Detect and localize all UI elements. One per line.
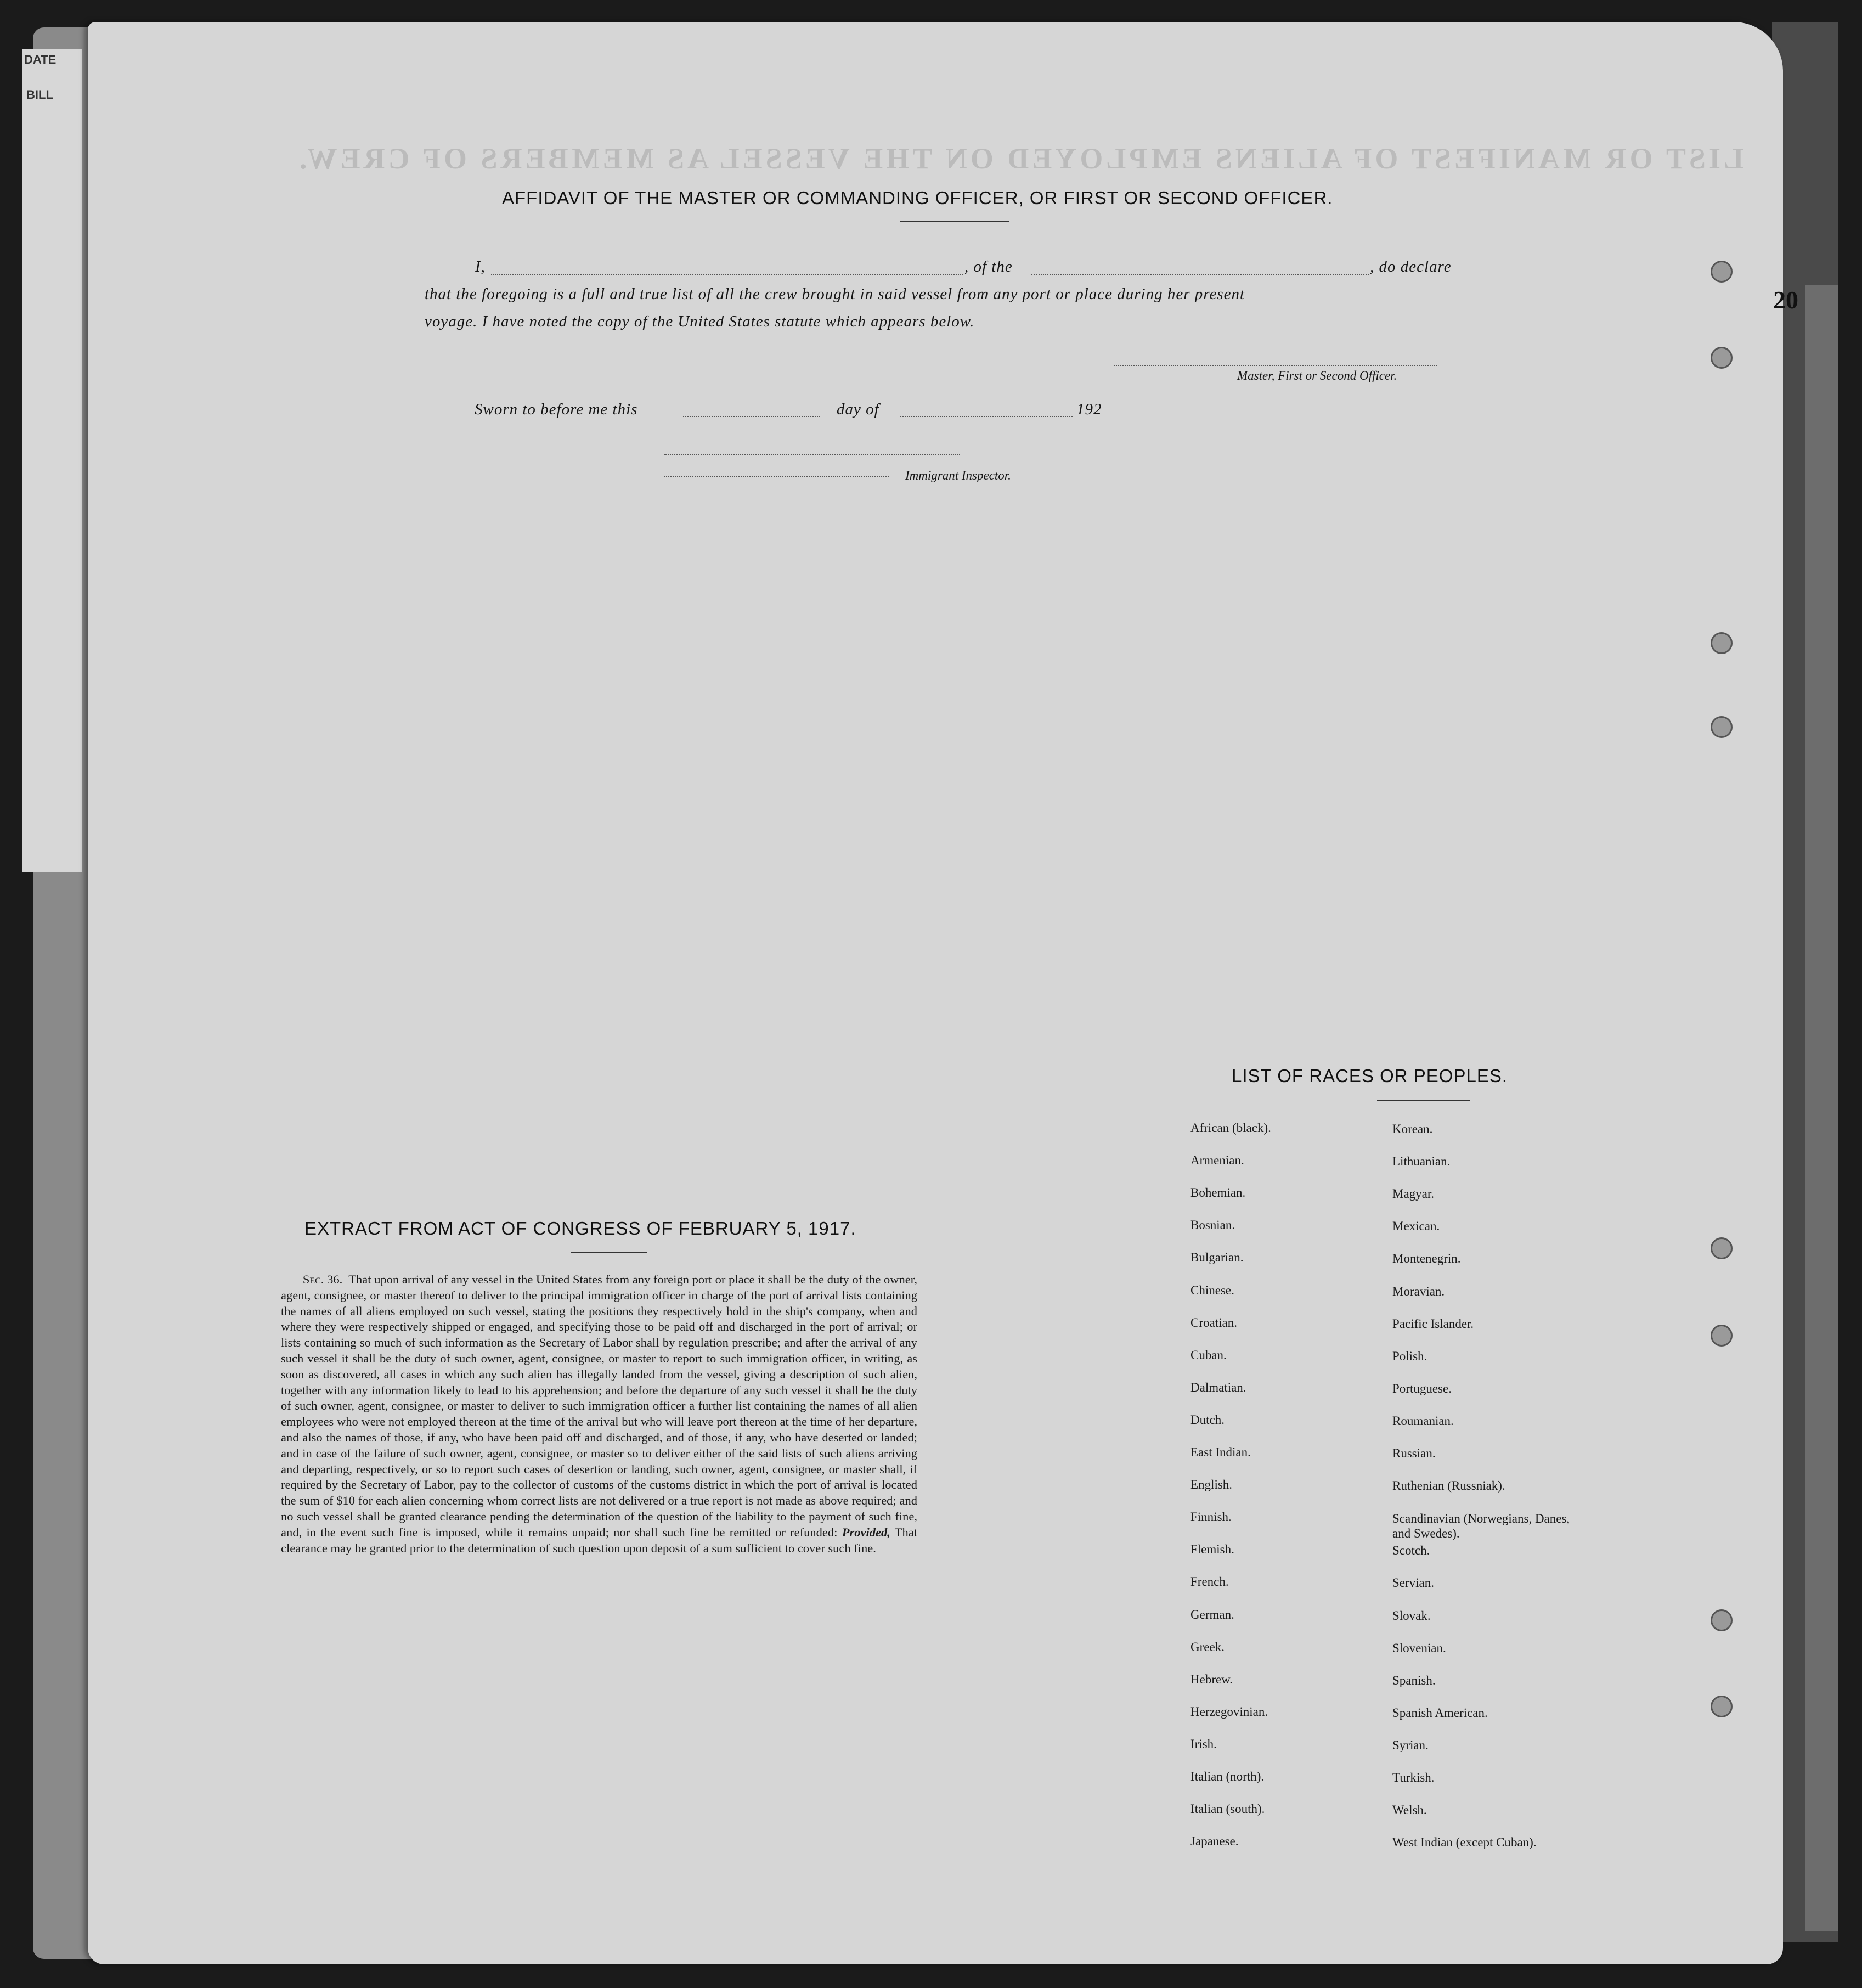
race-left-item: African (black). (1190, 1121, 1271, 1135)
vessel-name-line[interactable] (1031, 274, 1369, 275)
master-caption: Master, First or Second Officer. (1237, 369, 1397, 382)
race-right-item: Scandinavian (Norwegians, Danes, and Swedes). (1392, 1512, 1570, 1541)
race-right-item: Spanish American. (1392, 1705, 1488, 1720)
punch-hole (1711, 1237, 1733, 1259)
left-card (22, 49, 82, 872)
sworn-text: Sworn to before me this (475, 401, 638, 418)
race-left-item: East Indian. (1190, 1445, 1251, 1459)
inspector-line[interactable] (664, 476, 889, 477)
punch-hole (1711, 632, 1733, 654)
race-right-item: Lithuanian. (1392, 1154, 1451, 1169)
extract-heading: EXTRACT FROM ACT OF CONGRESS OF FEBRUARY 5, 1917. (304, 1218, 856, 1238)
punch-hole (1711, 1325, 1733, 1347)
statute-body-1: That upon arrival of any vessel in the United States from any foreign port or place it shall be the duty of the owner, agent, consignee, or master thereof to deliver to the principal immigration officer in charge of the port of arrival lists containing the names of all aliens employed on such vessel, stating the positions they respectively hold in the ship's company, when and where they were respectively shipped or engaged, and specifying those to be paid off and discharged in the port of arrival; or lists containing so much of such information as the Secretary of Labor shall by regulation prescribe; and after the arrival of any such vessel it shall be the duty of such owner, agent, consignee, or master to report to such immigration officer, in writing, as soon as discovered, all cases in which any such alien has illegally landed from the vessel, giving a description of such alien, together with any information likely to lead to his apprehension; and before the departure of any such vessel it shall be the duty of such owner, agent, consignee, or master to deliver to such immigration officer a further list containing the names of all alien employees who were not employed thereon at the time of the arrival but who will leave port thereon at the time of her departure, and also the names of those, if any, who have been paid off and discharged, and of those, if any, who have deserted or landed; and in case of the failure of such owner, agent, consignee, or master so to deliver either of the said lists of such aliens arriving and departing, respectively, or so to report such cases of desertion or landing, such owner, agent, consignee, or master shall, if required by the Secretary of Labor, pay to the collector of customs of the customs district in which the port of arrival is located the sum of $10 for each alien concerning whom correct lists are not delivered or a true report is not made as above required; and no such vessel shall be granted clearance pending the determination of the question of the liability to the payment of such fine, and, in the event such fine is imposed, while it remains unpaid; nor shall such fine be remitted or refunded: (281, 1272, 918, 1539)
sworn-day-line[interactable] (683, 416, 820, 417)
race-right-item: Roumanian. (1392, 1413, 1454, 1428)
inspector-caption: Immigrant Inspector. (905, 469, 1011, 482)
race-left-item: Flemish. (1190, 1542, 1234, 1557)
statute-body-2: That clearance may be granted prior to the determination of such question upon deposit of a sum sufficient to cover such fine. (281, 1525, 918, 1555)
race-left-item: French. (1190, 1575, 1229, 1589)
left-label-bill: BILL (26, 88, 53, 102)
race-right-item: Magyar. (1392, 1187, 1435, 1201)
right-strip (1805, 285, 1838, 1931)
page-number: 20 (1773, 286, 1798, 314)
master-name-line[interactable] (491, 274, 963, 275)
race-left-item: Dalmatian. (1190, 1380, 1246, 1394)
punch-hole (1711, 1696, 1733, 1717)
affidavit-declare: , do declare (1370, 258, 1452, 275)
race-left-item: Greek. (1190, 1640, 1225, 1654)
race-left-item: Finnish. (1190, 1510, 1232, 1524)
year-text: 192 (1076, 401, 1102, 418)
race-left-item: Chinese. (1190, 1283, 1234, 1297)
left-label-date: DATE (24, 53, 57, 66)
race-right-item: Ruthenian (Russniak). (1392, 1479, 1505, 1493)
statute-text (281, 1272, 917, 1556)
race-left-item: Japanese. (1190, 1834, 1239, 1849)
punch-hole (1711, 347, 1733, 369)
race-right-item: Mexican. (1392, 1219, 1440, 1234)
bleed-through-title: LIST OR MANIFEST OF ALIENS EMPLOYED ON THE VESSEL AS MEMBERS OF CREW. (296, 142, 1744, 175)
race-left-item: Hebrew. (1190, 1672, 1233, 1686)
race-left-item: German. (1190, 1607, 1234, 1621)
affidavit-rule (900, 221, 1009, 222)
race-right-item: Spanish. (1392, 1673, 1436, 1687)
race-left-item: Cuban. (1190, 1348, 1227, 1362)
affidavit-heading: AFFIDAVIT OF THE MASTER OR COMMANDING OFFICER, OR FIRST OR SECOND OFFICER. (502, 188, 1333, 208)
race-right-item: Syrian. (1392, 1738, 1429, 1752)
race-left-item: Croatian. (1190, 1315, 1237, 1330)
affidavit-i: I, (475, 258, 486, 275)
race-right-item: Servian. (1392, 1576, 1435, 1590)
master-signature-line[interactable] (1114, 365, 1437, 366)
race-left-item: Dutch. (1190, 1412, 1225, 1427)
race-left-item: Bulgarian. (1190, 1251, 1244, 1265)
races-rule (1377, 1100, 1470, 1101)
race-right-item: Slovak. (1392, 1608, 1431, 1623)
race-right-item: Welsh. (1392, 1803, 1427, 1817)
affidavit-line-2: that the foregoing is a full and true list of all the crew brought in said vessel from any port or place during her present (425, 285, 1245, 303)
race-right-item: Polish. (1392, 1349, 1427, 1363)
extract-rule (571, 1252, 647, 1253)
punch-hole (1711, 1609, 1733, 1631)
punch-hole (1711, 261, 1733, 283)
race-left-item: Bohemian. (1190, 1186, 1246, 1200)
section-label: Sec. 36. (302, 1272, 343, 1286)
races-heading: LIST OF RACES OR PEOPLES. (1232, 1066, 1508, 1086)
race-left-item: Irish. (1190, 1737, 1217, 1751)
race-right-item: West Indian (except Cuban). (1392, 1835, 1537, 1850)
race-right-item: Slovenian. (1392, 1641, 1446, 1655)
punch-hole (1711, 716, 1733, 738)
race-left-item: Armenian. (1190, 1153, 1244, 1168)
affidavit-of-the: , of the (964, 258, 1013, 275)
inspector-line-upper[interactable] (664, 454, 960, 455)
race-right-item: Turkish. (1392, 1771, 1435, 1784)
sworn-month-line[interactable] (900, 416, 1073, 417)
race-right-item: Moravian. (1392, 1284, 1445, 1298)
race-right-item: Scotch. (1392, 1544, 1430, 1558)
race-right-item: Russian. (1392, 1446, 1436, 1460)
race-left-item: English. (1190, 1478, 1233, 1492)
race-right-item: Montenegrin. (1392, 1252, 1461, 1266)
race-left-item: Herzegovinian. (1190, 1704, 1268, 1719)
race-right-item: Pacific Islander. (1392, 1316, 1474, 1331)
affidavit-line-3: voyage. I have noted the copy of the United States statute which appears below. (425, 313, 975, 330)
race-left-item: Italian (north). (1190, 1770, 1265, 1783)
race-left-item: Italian (south). (1190, 1802, 1265, 1816)
day-of-text: day of (837, 401, 879, 418)
race-right-item: Korean. (1392, 1122, 1433, 1136)
race-right-item: Portuguese. (1392, 1381, 1452, 1395)
provided-word: Provided, (842, 1525, 890, 1539)
race-left-item: Bosnian. (1190, 1218, 1235, 1232)
